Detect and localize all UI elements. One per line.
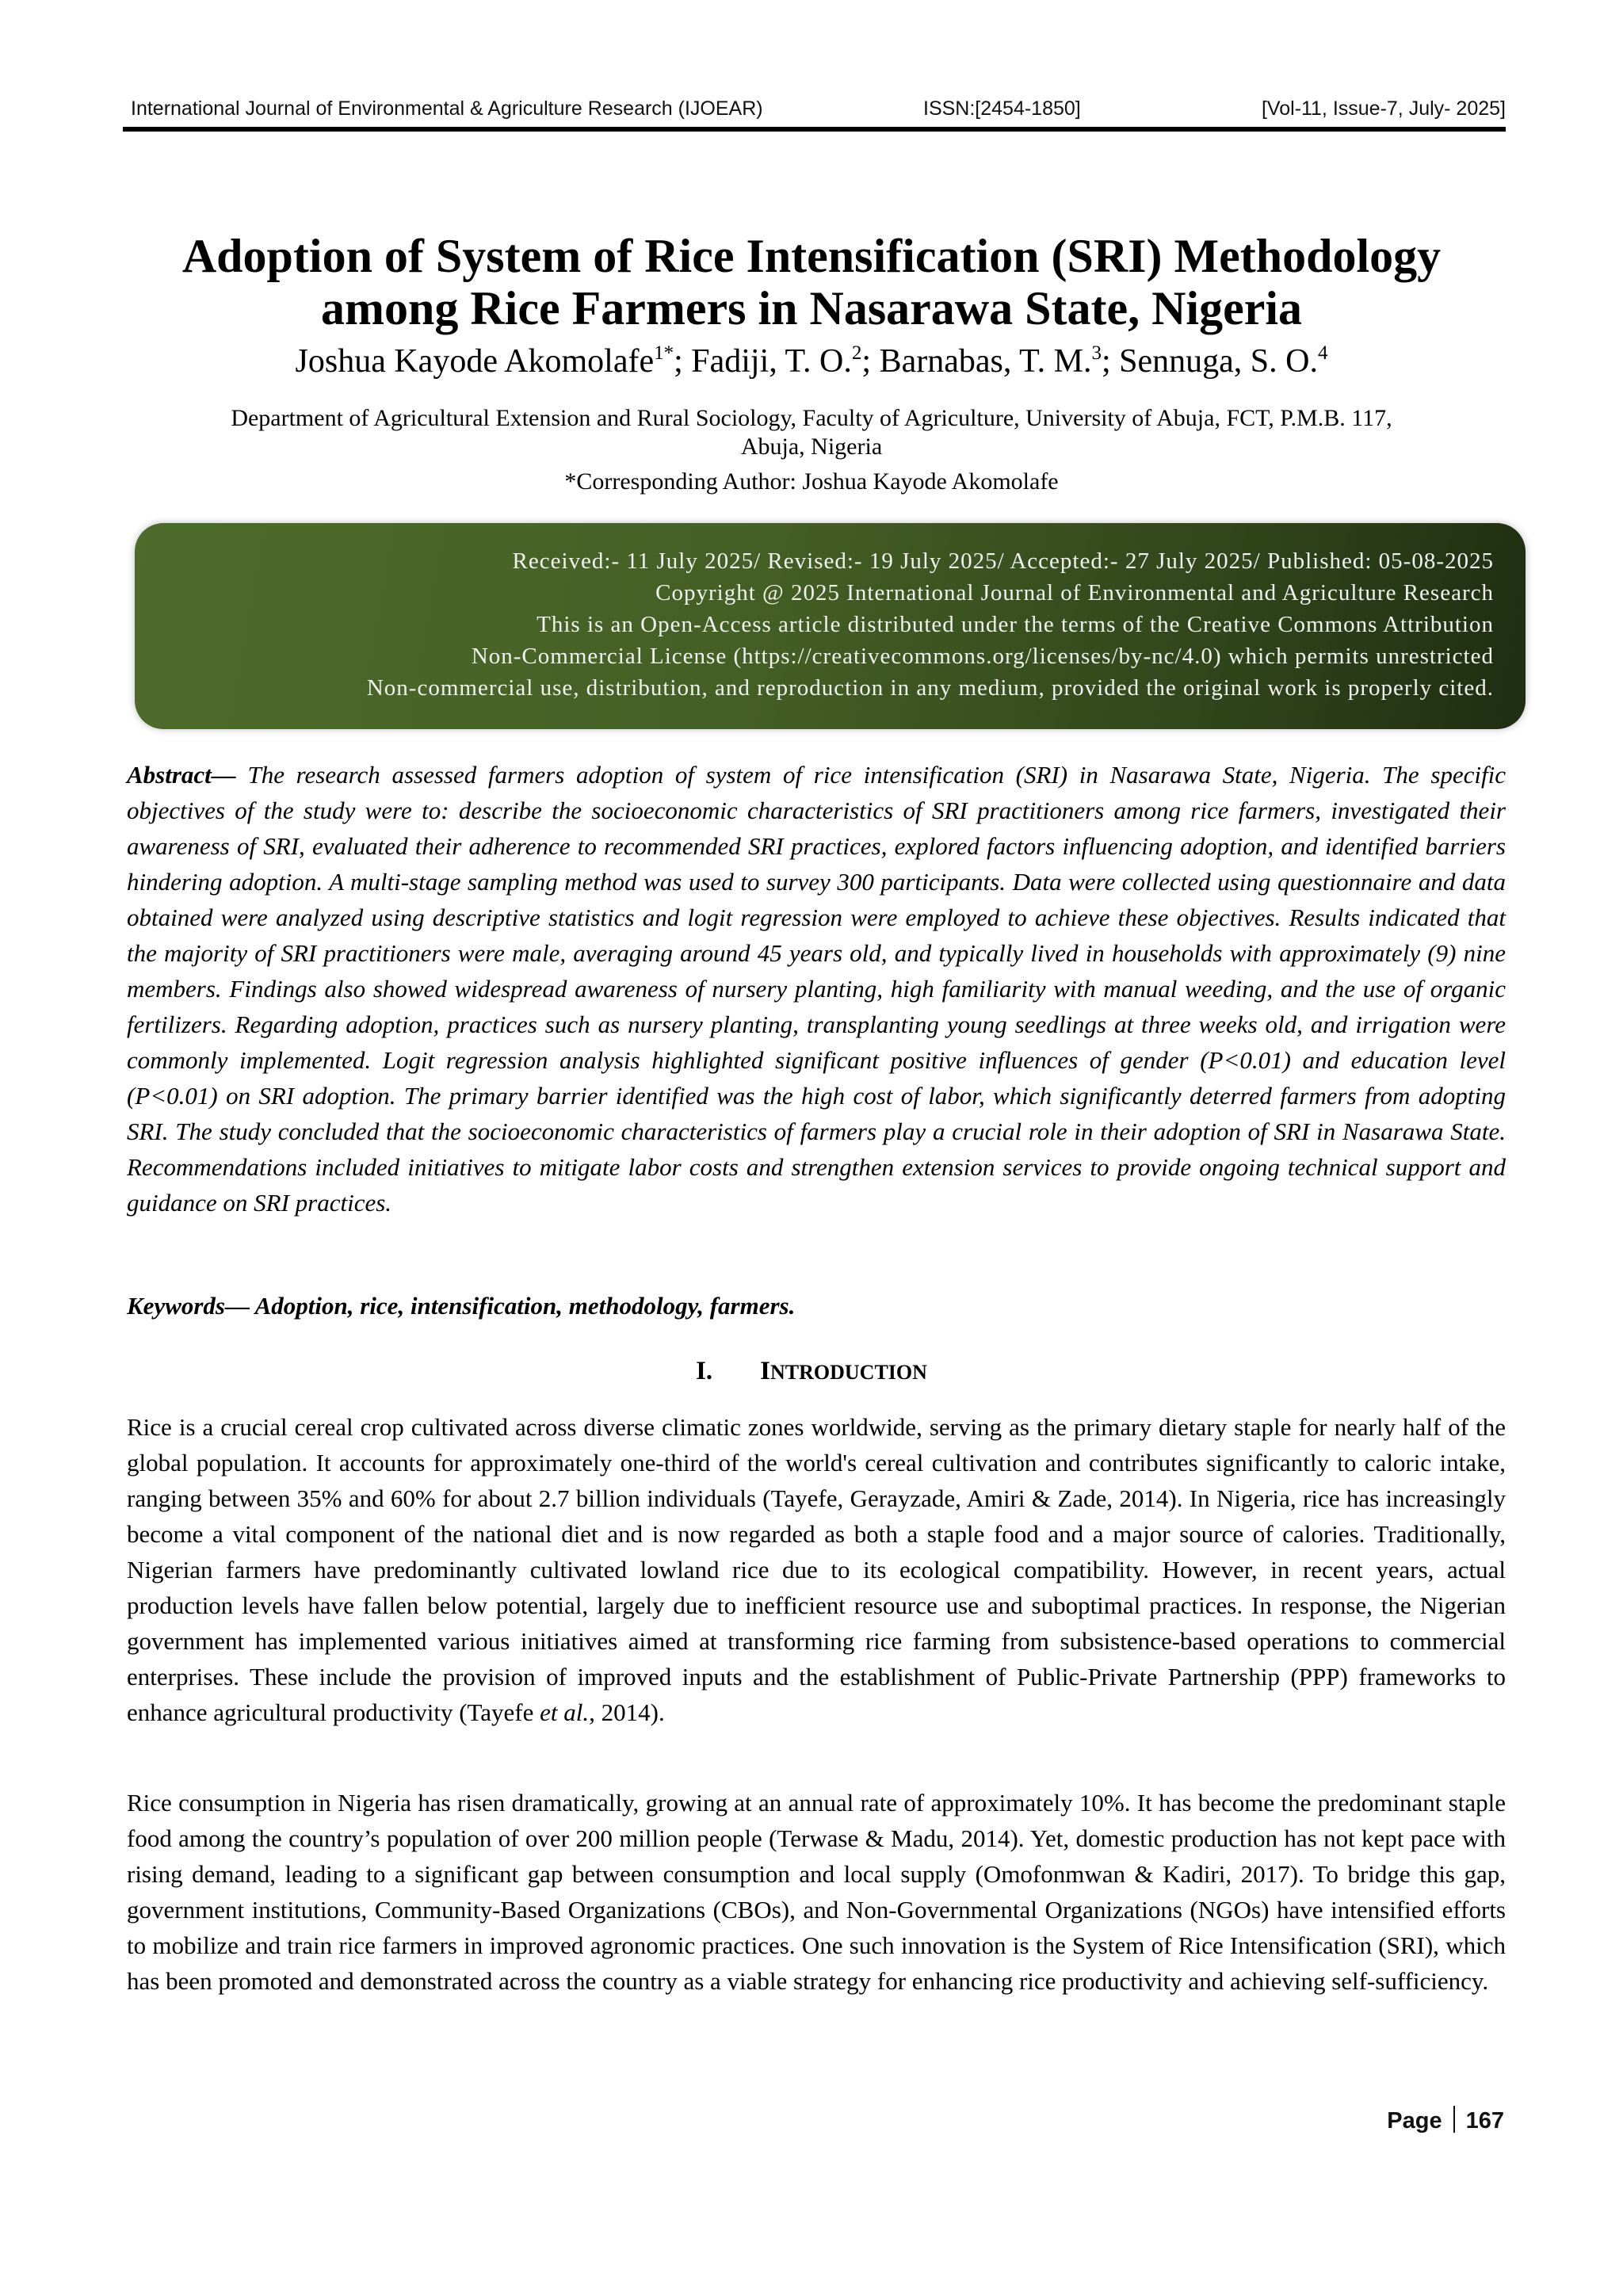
section-title-initial: I — [760, 1357, 770, 1385]
body-paragraph — [127, 1409, 1506, 1730]
affiliation-line-2: Abuja, Nigeria — [740, 434, 883, 460]
publication-dates: Received:- 11 July 2025/ Revised:- 19 July 2025/ Accepted:- 27 July 2025/ Published: 05-08-2025 — [512, 548, 1494, 574]
author-name: Barnabas, T. M. — [879, 343, 1092, 380]
section-title-rest: NTRODUCTION — [770, 1361, 927, 1384]
author-separator: ; — [674, 343, 692, 380]
journal-name: International Journal of Environmental & Agriculture Research (IJOEAR) — [131, 97, 763, 120]
title-line-2: among Rice Farmers in Nasarawa State, Nigeria — [320, 282, 1303, 334]
page-footer — [1387, 2106, 1504, 2134]
section-number: I. — [696, 1357, 713, 1385]
affiliation — [119, 404, 1504, 461]
author-name: Fadiji, T. O. — [691, 343, 852, 380]
license-line: Non-Commercial License (https://creativecommons.org/licenses/by-nc/4.0) which permits unrestricted — [471, 644, 1494, 669]
footer-separator — [1453, 2106, 1455, 2133]
license-line: This is an Open-Access article distributed under the terms of the Creative Commons Attribution — [537, 612, 1494, 637]
title-line-1: Adoption of System of Rice Intensification (SRI) Methodology — [181, 230, 1442, 282]
author-name: Sennuga, S. O. — [1119, 343, 1318, 380]
volume-issue: [Vol-11, Issue-7, July- 2025] — [1261, 97, 1506, 120]
license-line: Non-commercial use, distribution, and reproduction in any medium, provided the original work is properly cited. — [366, 675, 1494, 701]
author-affiliation-mark: 2 — [851, 342, 862, 364]
body-paragraph: Rice consumption in Nigeria has risen dramatically, growing at an annual rate of approximately 10%. It has become the predominant staple food among the country’s population of over 200 million people (Terwase & Madu, 2014). Yet, domestic production has not kept pace with rising demand, leading to a significant gap between consumption and local supply (Omofonmwan & Kadiri, 2017). To bridge this gap, government institutions, Community-Based Organizations (CBOs), and Non-Governmental Organizations (NGOs) have intensified efforts to mobilize and train rice farmers in improved agronomic practices. One such innovation is the System of Rice Intensification (SRI), which has been promoted and demonstrated across the country as a viable strategy for enhancing rice productivity and achieving self-sufficiency. — [127, 1789, 1506, 1995]
copyright-line: Copyright @ 2025 International Journal of Environmental and Agriculture Research — [655, 580, 1494, 606]
keywords: Keywords— Adoption, rice, intensification, methodology, farmers. — [127, 1292, 796, 1320]
author-affiliation-mark: 1* — [654, 342, 674, 364]
page-label: Page — [1387, 2108, 1442, 2134]
author-name: Joshua Kayode Akomolafe — [295, 343, 655, 380]
citation-italic: et al., — [540, 1698, 595, 1726]
running-header — [123, 94, 1506, 130]
author-list — [119, 342, 1504, 380]
paper-title — [119, 230, 1504, 334]
abstract-text: The research assessed farmers adoption of system of rice intensification (SRI) in Nasarawa State, Nigeria. The specific objectives of the study were to: describe the socioeconomic characteristics of SRI practitioners among rice farmers, investigated their awareness of SRI, evaluated their adherence to recommended SRI practices, explored factors influencing adoption, and identified barriers hindering adoption. A multi-stage sampling method was used to survey 300 participants. Data were collected using questionnaire and data obtained were analyzed using descriptive statistics and logit regression were employed to achieve these objectives. Results indicated that the majority of SRI practitioners were male, averaging around 45 years old, and typically lived in households with approximately (9) nine members. Findings also showed widespread awareness of nursery planting, high familiarity with manual weeding, and the use of organic fertilizers. Regarding adoption, practices such as nursery planting, transplanting young seedlings at three weeks old, and irrigation were commonly implemented. Logit regression analysis highlighted significant positive influences of gender (P<0.01) and education level (P<0.01) on SRI adoption. The primary barrier identified was the high cost of labor, which significantly deterred farmers from adopting SRI. The study concluded that the socioeconomic characteristics of farmers play a crucial role in their adoption of SRI in Nasarawa State. Recommendations included initiatives to mitigate labor costs and strengthen extension services to provide ongoing technical support and guidance on SRI practices. — [127, 761, 1507, 1217]
author-affiliation-mark: 4 — [1317, 342, 1328, 364]
license-box — [135, 523, 1526, 729]
issn: ISSN:[2454-1850] — [923, 97, 1081, 120]
header-rule — [123, 127, 1506, 132]
affiliation-line-1: Department of Agricultural Extension and Rural Sociology, Faculty of Agriculture, University of Abuja, FCT, P.M.B. 117, — [231, 405, 1392, 431]
paragraph-text: Rice is a crucial cereal crop cultivated across diverse climatic zones worldwide, serving as the primary dietary staple for nearly half of the global population. It accounts for approximately one-third of the world's cereal cultivation and contributes significantly to caloric intake, ranging between 35% and 60% for about 2.7 billion individuals (Tayefe, Gerayzade, Amiri & Zade, 2014). In Nigeria, rice has increasingly become a vital component of the national diet and is now regarded as both a staple food and a major source of calories. Traditionally, Nigerian farmers have predominantly cultivated lowland rice due to its ecological compatibility. However, in recent years, actual production levels have fallen below potential, largely due to inefficient resource use and suboptimal practices. In response, the Nigerian government has implemented various initiatives aimed at transforming rice farming from subsistence-based operations to commercial enterprises. These include the provision of improved inputs and the establishment of Public-Private Partnership (PPP) frameworks to enhance agricultural productivity (Tayefe — [127, 1413, 1506, 1726]
corresponding-author: *Corresponding Author: Joshua Kayode Akomolafe — [564, 468, 1059, 495]
abstract — [127, 757, 1506, 1221]
author-separator: ; — [1101, 343, 1120, 380]
author-affiliation-mark: 3 — [1091, 342, 1102, 364]
paragraph-text: 2014). — [594, 1698, 665, 1726]
page-number: 167 — [1465, 2108, 1504, 2134]
section-heading — [119, 1357, 1504, 1386]
author-separator: ; — [861, 343, 880, 380]
abstract-label: Abstract— — [127, 761, 236, 789]
